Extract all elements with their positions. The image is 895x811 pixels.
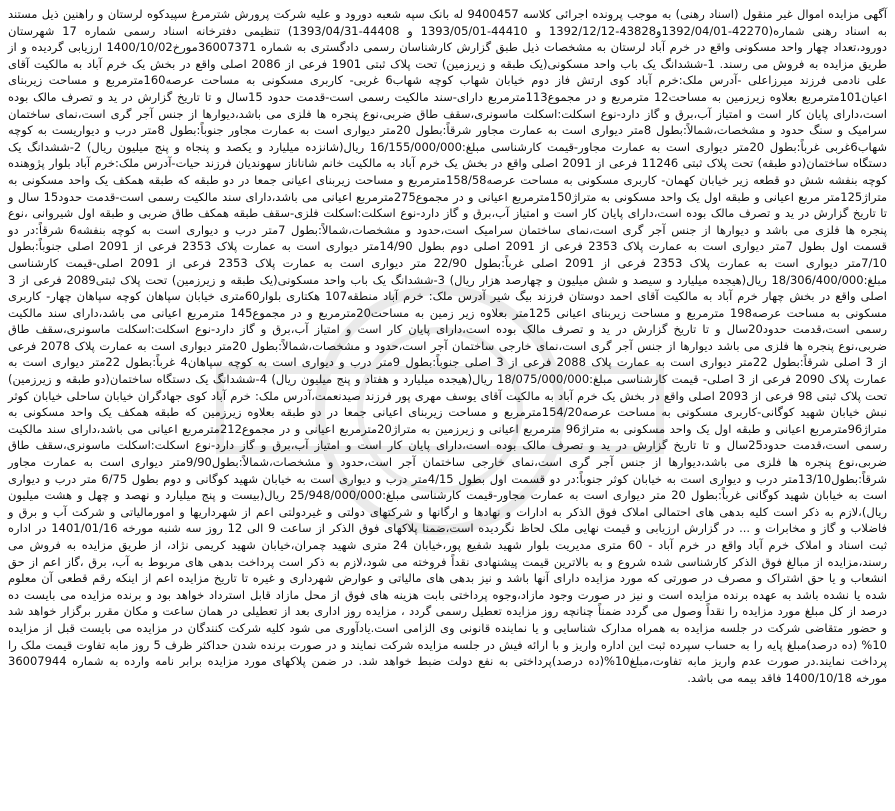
auction-notice-text: آگهی مزایده اموال غیر منقول (اسناد رهنی) به موجب پرونده اجرائی کلاسه 9400457 له بانک سپه شعبه دورود و علیه شرکت پرورش شترمرغ سپیدکوه لرستان و راهنین ذیل مستند به اسناد رهنی شماره(42270-1392/04/01و43828-1392/12/12 و 44410-1393/05/01 و 44408-1393/04/31) تنظیمی دفترخانه اسناد رسمی شماره 17 شهرستان دورود،تعداد چهار واحد مسکونی واقع در خرم آباد لرستان به مشخصات ذیل طبق گزارش کارشناسان رسمی دادگستری به شماره 36007371مورخ1400/10/02 ارزیابی گردیده و از طریق مزایده به فروش می رسند. 1-ششدانگ یک باب واحد مسکونی(یک طبقه و زیرزمین) تحت پلاک ثبتی 1901 فرعی از 2086 اصلی واقع در بخش یک خرم آباد به مالکیت آقای علی نادمی فرزند میرزاعلی -آدرس ملک:خرم آباد کوی ارتش فاز دوم خیابان شهاب کوچه شهاب6 غربی- کاربری مسکونی به مساحت عرصه160مترمربع و مساحت زیربنای اعیان101مترمربع بعلاوه زیرزمین به مساحت12 مترمربع و در مجموع113مترمربع دارای-سند مالکیت رسمی است-قدمت حدود 15سال و تا تاریخ گزارش در ید و تصرف مالک بوده است،دارای پایان کار است و امتیاز آب،برق و گاز دارد-نوع اسکلت:اسکلت ماسونری،سقف طاق ضربی،نوع پنجره ها فلزی می باشد،دیوارها از جنس آجر گری است،نمای ساختمان سرامیک و سنگ حدود و مشخصات،شمالاً:بطول 8متر دیواری است به عمارت مجاور شرقاً:بطول 20متر دیواری است به عمارت مجاور جنوباً:بطول 8متر درب و دیواریست به کوچه شهاب6غربی غرباً:بطول 20متر دیواری است به عمارت مجاور-قیمت کارشناسی مبلغ:16/155/000/000 ریال(شانزده میلیارد و یکصد و پنجاه و پنج میلیون ریال) 2-ششدانگ یک دستگاه ساختمان(دو طبقه) تحت پلاک ثبتی 11246 فرعی از 2091 اصلی واقع در بخش یک خرم آباد به مالکیت خانم شاناناز سهوندیان فرزند حیات-آدرس ملک:خرم آباد بلوار پژوهنده کوچه بنفشه شش دو قطعه زیر خیابان کهمان- کاربری مسکونی به مساحت عرصه158/58مترمربع و مساحت زیربنای اعیانی جمعا در دو طبقه که طبقه همکف یک واحد مسکونی به متراژ125متر مربع اعیانی و طبقه اول یک واحد مسکونی به متراژ150مترمربع اعیانی و در مجموع275مترمربع اعیانی می باشد،دارای سند مالکیت رسمی است-قدمت حدود15 سال و تا تاریخ گزارش در ید و تصرف مالک بوده است،دارای پایان کار است و امتیاز آب،برق و گاز دارد-نوع اسکلت:اسکلت فلزی-سقف طبقه همکف طاق ضربی و طبقه اول شیروانی ،نوع پنجره ها فلزی می باشد و دیوارها از جنس آجر گری است،نمای ساختمان سرامیک است،حدود و مشخصات،شمالاً:بطول 7متر درب و دیواری است به کوچه بنفشه6 شرقاً:در دو قسمت اول بطول 7متر دیواری است به عمارت پلاک 2353 فرعی از 2091 اصلی دوم بطول 14/90متر دیواری است به عمارت پلاک 2353 فرعی از 2091 اصلی جنوباً:بطول 7/10متر دیواری است به عمارت پلاک 2353 فرعی از 2091 اصلی غرباً:بطول 22/90 متر دیواری است به عمارت پلاک 2353 فرعی از 2091 اصلی-قیمت کارشناسی مبلغ:18/306/400/000 ریال(هیجده میلیارد و سیصد و شش میلیون و چهارصد هزار ریال) 3-ششدانگ یک باب واحد مسکونی(یک طبقه و زیرزمین) تحت پلاک ثبتی2089 فرعی از 3 اصلی واقع در بخش چهار خرم آباد به مالکیت آقای احمد دوستان فرزند بیگ شیر آدرس ملک: خرم آباد منطقه107 هکتاری بلوار60متری خیابان سپاهان کوچه سپاهان چهار- کاربری مسکونی به مساحت عرصه198 مترمربع و مساحت زیربنای اعیانی 125متر بعلاوه زیر زمین به مساحت20مترمربع و در مجموع145 مترمربع اعیانی می باشد،دارای سند مالکیت رسمی است،قدمت حدود20سال و تا تاریخ گزارش در ید و تصرف مالک بوده است،دارای پایان کار است و امتیاز آب،برق و گاز دارد-نوع اسکلت:اسکلت ماسونری،سقف طاق ضربی،نوع پنجره ها فلزی می باشد دیوارها از جنس آجر گری است،نمای خارجی ساختمان آجر است،حدود و مشخصات،شمالاً:بطول 20متر دیواری است به عمارت پلاک 2078 فرعی از 3 اصلی شرقاً:بطول 22متر دیواری است به عمارت پلاک 2088 فرعی از 3 اصلی جنوباً:بطول 9متر درب و دیواری است به کوچه سپاهان4 غرباً:بطول 22متر دیواری است به عمارت پلاک 2090 فرعی از 3 اصلی- قیمت کارشناسی مبلغ:18/075/000/000 ریال(هیجده میلیارد و هفتاد و پنج میلیون ریال) 4-ششدانگ یک دستگاه ساختمان(دو طبقه و زیرزمین) تحت پلاک ثبتی 98 فرعی از 2093 اصلی واقع در بخش یک خرم آباد به مالکیت آقای یوسف مهری پور فرزند صیدنعمت،آدرس ملک: خرم آباد کوی جهادگران خیابان ساحلی خیابان کوثر نبش خیابان شهید کوگانی-کاربری مسکونی به مساحت عرصه154/20مترمربع و مساحت زیربنای اعیانی جمعا در دو طبقه بعلاوه زیرزمین که طبقه همکف یک واحد مسکونی به متراژ96مترمربع اعیانی و طبقه اول یک واحد مسکونی به متراژ96 مترمربع اعیانی و زیرزمین به متراژ20مترمربع اعیانی و در مجموع212مترمربع اعیانی می باشد،دارای سند مالکیت رسمی است،قدمت حدود25سال و تا تاریخ گزارش در ید و تصرف مالک بوده است،دارای پایان کار است و امتیاز آب،برق و گاز دارد-نوع اسکلت:اسکلت ماسونری،سقف طاق ضربی،نوع پنجره ها فلزی می باشد،دیوارها از جنس آجر گری است،نمای خارجی ساختمان آجر است،حدود و مشخصات،شمالاً:بطول9/90متر دیواری است به عمارت مجاور شرقاً:بطول13/10متر درب و دیواری است به خیابان کوثر جنوباً:در دو قسمت اول بطول 4/15متر درب و دیواری است به خیابان شهید کوگانی و دوم بطول 6/75 متر درب و دیواری است به خیابان شهید کوگانی غرباً:بطول 20 متر دیواری است به عمارت مجاور-قیمت کارشناسی مبلغ:25/948/000/000 ریال(بیست و پنج میلیارد و نهصد و چهل و هشت میلیون ریال)،لازم به ذکر است کلیه بدهی های احتمالی املاک فوق الذکر به ادارات و نهادها و ارگانها و شرکتهای دولتی و غیردولتی اعم از شهرداریها و امورمالیاتی و شرکت آب و برق و فاضلاب و گاز و مخابرات و ... در گزارش ارزیابی و قیمت نهایی ملک لحاظ نگردیده است،ضمنا پلاکهای فوق الذکر از ساعت 9 الی 12 روز سه شنبه مورخه 1401/01/16 در اداره ثبت اسناد و املاک خرم آباد واقع در خرم آباد - 60 متری مدیریت بلوار شهید شفیع پور،خیابان 24 متری شهید چمران،خیابان شهید کریمی نژاد، از طریق مزایده به فروش می رسند،مزایده از مبالغ فوق الذکر کارشناسی شده شروع و به بالاترین قیمت پیشنهادی نقداً فروخته می شود،لازم به ذکر است پرداخت بدهی های مربوط به آب، برق ،گاز اعم از حق انشعاب و یا حق اشتراک و مصرف در صورتی که مورد مزایده دارای آنها باشد و نیز بدهی های مالیاتی و عوارض شهرداری و غیره تا تاریخ مزایده اعم از اینکه رقم قطعی آن معلوم شده یا نشده باشد به عهده برنده مزایده است و نیز در صورت وجود مازاد،وجوه پرداختی بابت هزینه های فوق از محل مازاد قابل استرداد خواهد بود و برنده مزایده می بایست ده درصد از کل مبلغ مورد مزایده را نقداً وصول می گردد ضمناً چنانچه روز مزایده تعطیل رسمی گردد ، مزایده روز اداری بعد از تعطیلی در همان ساعت و مکان مقرر برگزار خواهد شد و حضور متقاضی شرکت در جلسه مزایده به همراه مدارک شناسایی و یا نماینده قانونی وی الزامی است.یادآوری می شود کلیه شرکت کنندگان در مزایده می بایست قبل از مزایده 10% (ده درصد)مبلغ پایه را به حساب سپرده ثبت این اداره واریز و با ارائه فیش در جلسه مزایده شرکت نمایند و در صورت برنده شدن حداکثر ظرف 5 روز مابه تفاوت قیمت ملک را پرداخت نمایند.در صورت عدم واریز مابه تفاوت،مبلغ10%(ده درصد)پرداختی به نفع دولت ضبط خواهد شد. در ضمن پلاکهای مورد مزایده برابر نامه وارده به شماره 36007944 مورخه 1400/10/18 فاقد بیمه می باشد. <box>8 7 888 685</box>
